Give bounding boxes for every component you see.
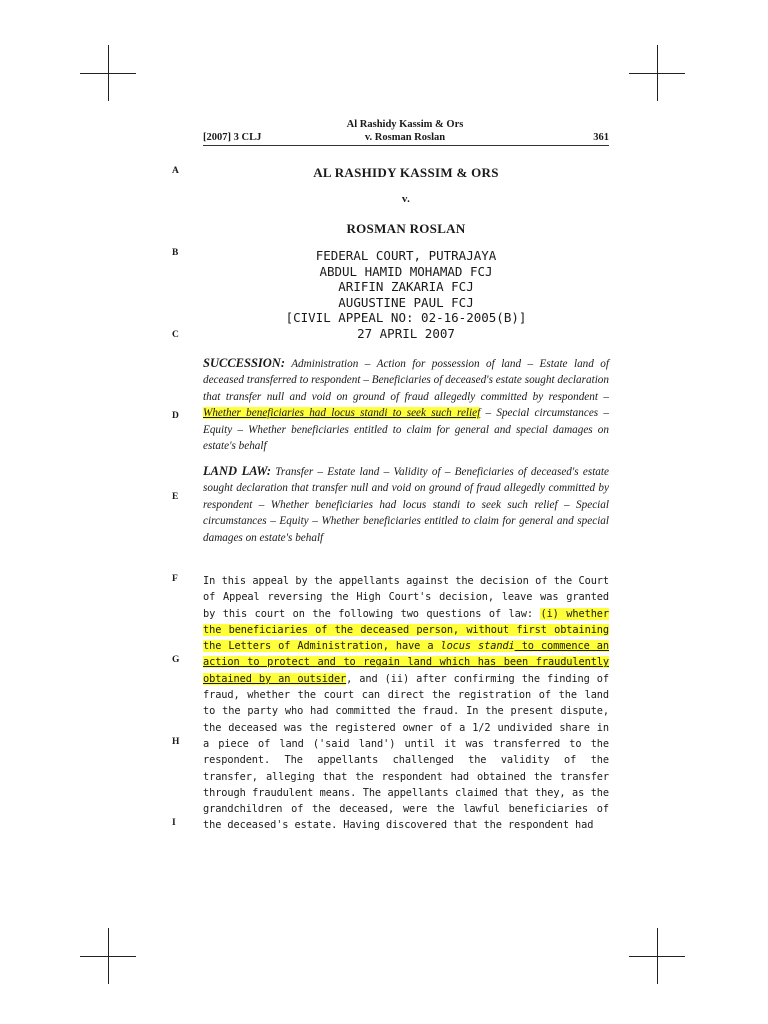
header-citation: [2007] 3 CLJ [203,132,262,143]
catchword-land-law [203,463,609,546]
margin-letter: I [172,818,176,828]
body-highlight-italic: locus standi [440,640,515,653]
court-line: ARIFIN ZAKARIA FCJ [338,279,474,294]
body-highlight-text: to commence an action to protect and to regain land which has been fraudulently obtained by an outsider [203,640,609,685]
court-line: 27 APRIL 2007 [357,325,455,341]
court-line: AUGUSTINE PAUL FCJ [338,294,474,310]
header-page-number: 361 [593,132,609,143]
crop-mark-top-right-v [657,45,658,101]
margin-letter: H [172,737,180,747]
body-text: , and (ii) after confirming the finding of fraud, whether the court can direct the registration of the land to the party who had committed the fraud. In the present dispute, the deceased was the registered owner of a 1/2 undivided share in a piece of land ('said land') until it was transferred to the respondent. The appellants challenged the validity of the transfer, alleging that the respondent had obtained the transfer through fraudulent means. The appellants claimed that they, as the grandchildren of the deceased, were the lawful beneficiaries of the deceased's estate. Having discovered that the respondent had [203,672,609,832]
margin-letter: G [172,655,180,665]
versus: v. [401,193,411,205]
margin-letter: B [172,248,179,258]
margin-letter: C [172,330,179,340]
margin-letter: D [172,411,179,421]
appellants-name: AL RASHIDY KASSIM & ORS [313,165,499,180]
catchword-text: Transfer – Estate land – Validity of – Beneficiaries of deceased's estate sought declaration that transfer null and void on ground of fraud allegedly committed by respondent – Whether beneficiaries had locus standi to seek such relief – Special circumstances – Equity – Whether beneficiaries entitled to claim for general and special damages on estate's behalf [203,466,609,544]
catchword-head: SUCCESSION: [203,356,285,370]
court-line: FEDERAL COURT, PUTRAJAYA [315,248,497,263]
court-line: ABDUL HAMID MOHAMAD FCJ [319,263,493,279]
margin-letter: A [172,166,179,176]
catchword-head: LAND LAW: [203,464,272,478]
crop-mark-bottom-left-v [108,928,109,984]
catchword-succession [203,355,609,454]
header-rule [203,145,609,146]
running-header-title [300,118,510,144]
court-line: [CIVIL APPEAL NO: 02-16-2005(B)] [285,310,527,325]
catchword-text: – Special circumstances – Equity – Whether beneficiaries entitled to claim for general and special damages on estate's behalf [203,407,610,453]
court-details [203,248,609,341]
crop-mark-bottom-right-v [657,928,658,984]
catchword-highlight: Whether beneficiaries had locus standi to seek such relief [203,407,481,420]
header-title-line2: v. Rosman Roslan [364,132,446,143]
respondent-name: ROSMAN ROSLAN [346,221,466,236]
judgment-paragraph [203,573,609,834]
header-title-line1: Al Rashidy Kassim & Ors [346,119,464,130]
body-text: In this appeal by the appellants against the decision of the Court of Appeal reversing the High Court's decision, leave was granted by this court on the following two questions of law: [203,575,609,620]
crop-mark-top-left-v [108,45,109,101]
margin-letter: E [172,492,179,502]
margin-letter: F [172,574,178,584]
catchword-text: Administration – Action for possession of land – Estate land of deceased transferred to respondent – Beneficiaries of deceased's estate sought declaration that transfer null and void on ground of fraud allegedly committed by respondent – [203,358,609,403]
body-highlight-text: (i) whether the beneficiaries of the deceased person, without first obtaining the Letters of Administration, have a [203,607,609,653]
